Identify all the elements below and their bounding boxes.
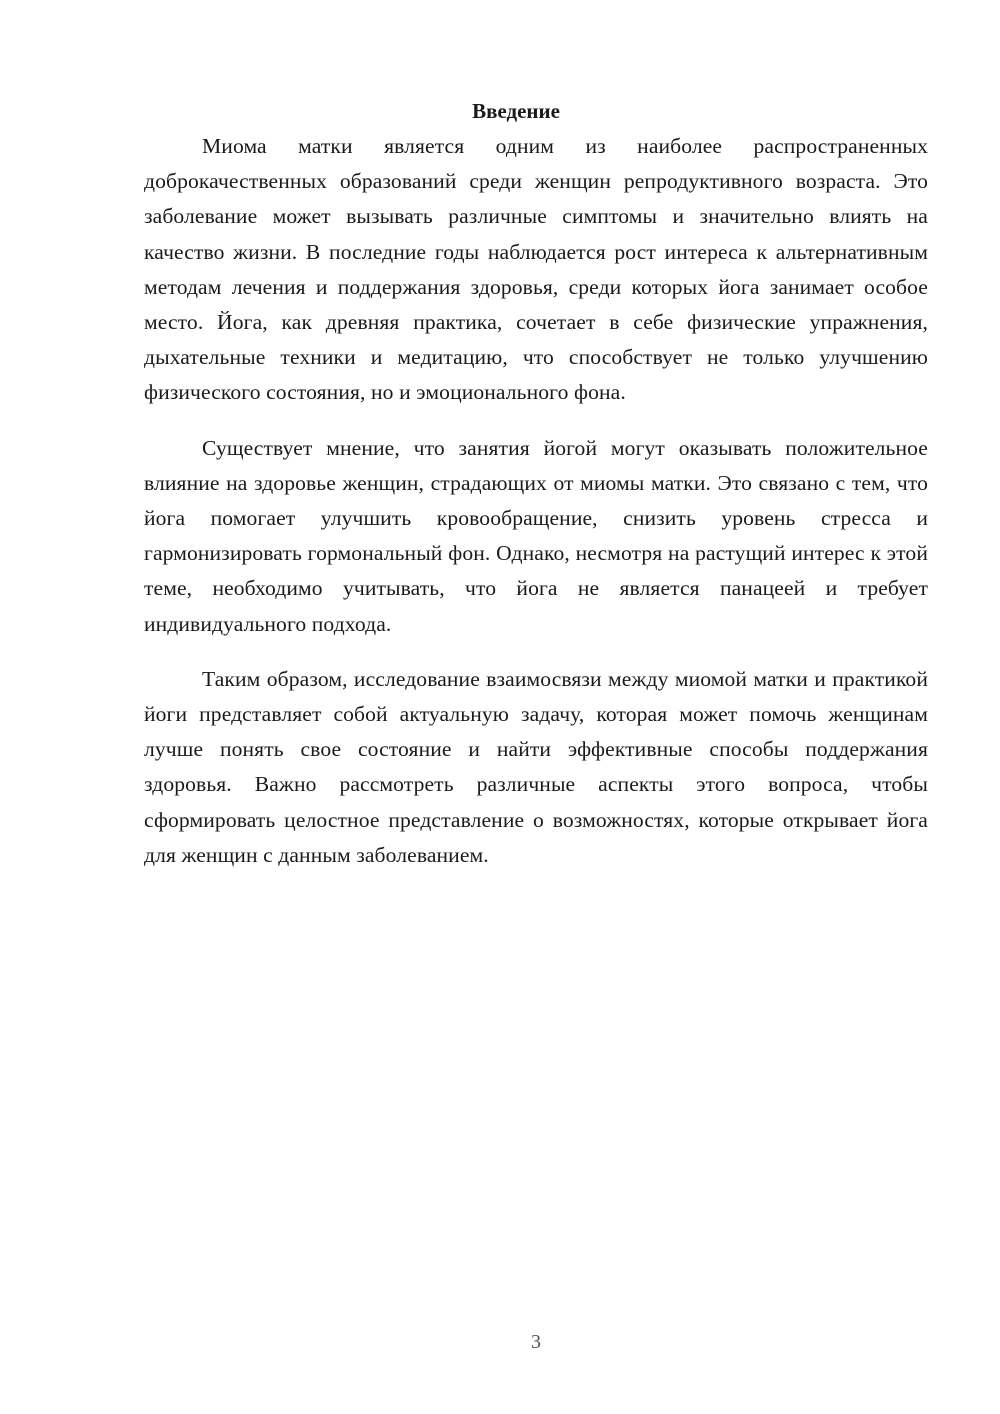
document-body xyxy=(144,94,928,893)
paragraph-2: Существует мнение, что занятия йогой могут оказывать положительное влияние на здоровье женщин, страдающих от миомы матки. Это связано с тем, что йога помогает улучшить кровообращение, снизить уровень стресса и гармонизировать гормональный фон. Однако, несмотря на растущий интерес к этой теме, необходимо учитывать, что йога не является панацеей и требует индивидуального подхода. xyxy=(144,435,928,636)
paragraph-3: Таким образом, исследование взаимосвязи между миомой матки и практикой йоги представляет собой актуальную задачу, которая может помочь женщинам лучше понять свое состояние и найти эффективные способы поддержания здоровья. Важно рассмотреть различные аспекты этого вопроса, чтобы сформировать целостное представление о возможностях, которые открывает йога для женщин с данным заболеванием. xyxy=(144,666,928,867)
section-title: Введение xyxy=(472,99,560,123)
page-number: 3 xyxy=(531,1331,541,1353)
paragraph-1: Миома матки является одним из наиболее распространенных доброкачественных образований среди женщин репродуктивного возраста. Это заболевание может вызывать различные симптомы и значительно влиять на качество жизни. В последние годы наблюдается рост интереса к альтернативным методам лечения и поддержания здоровья, среди которых йога занимает особое место. Йога, как древняя практика, сочетает в себе физические упражнения, дыхательные техники и медитацию, что способствует не только улучшению физического состояния, но и эмоционального фона. xyxy=(144,134,928,405)
